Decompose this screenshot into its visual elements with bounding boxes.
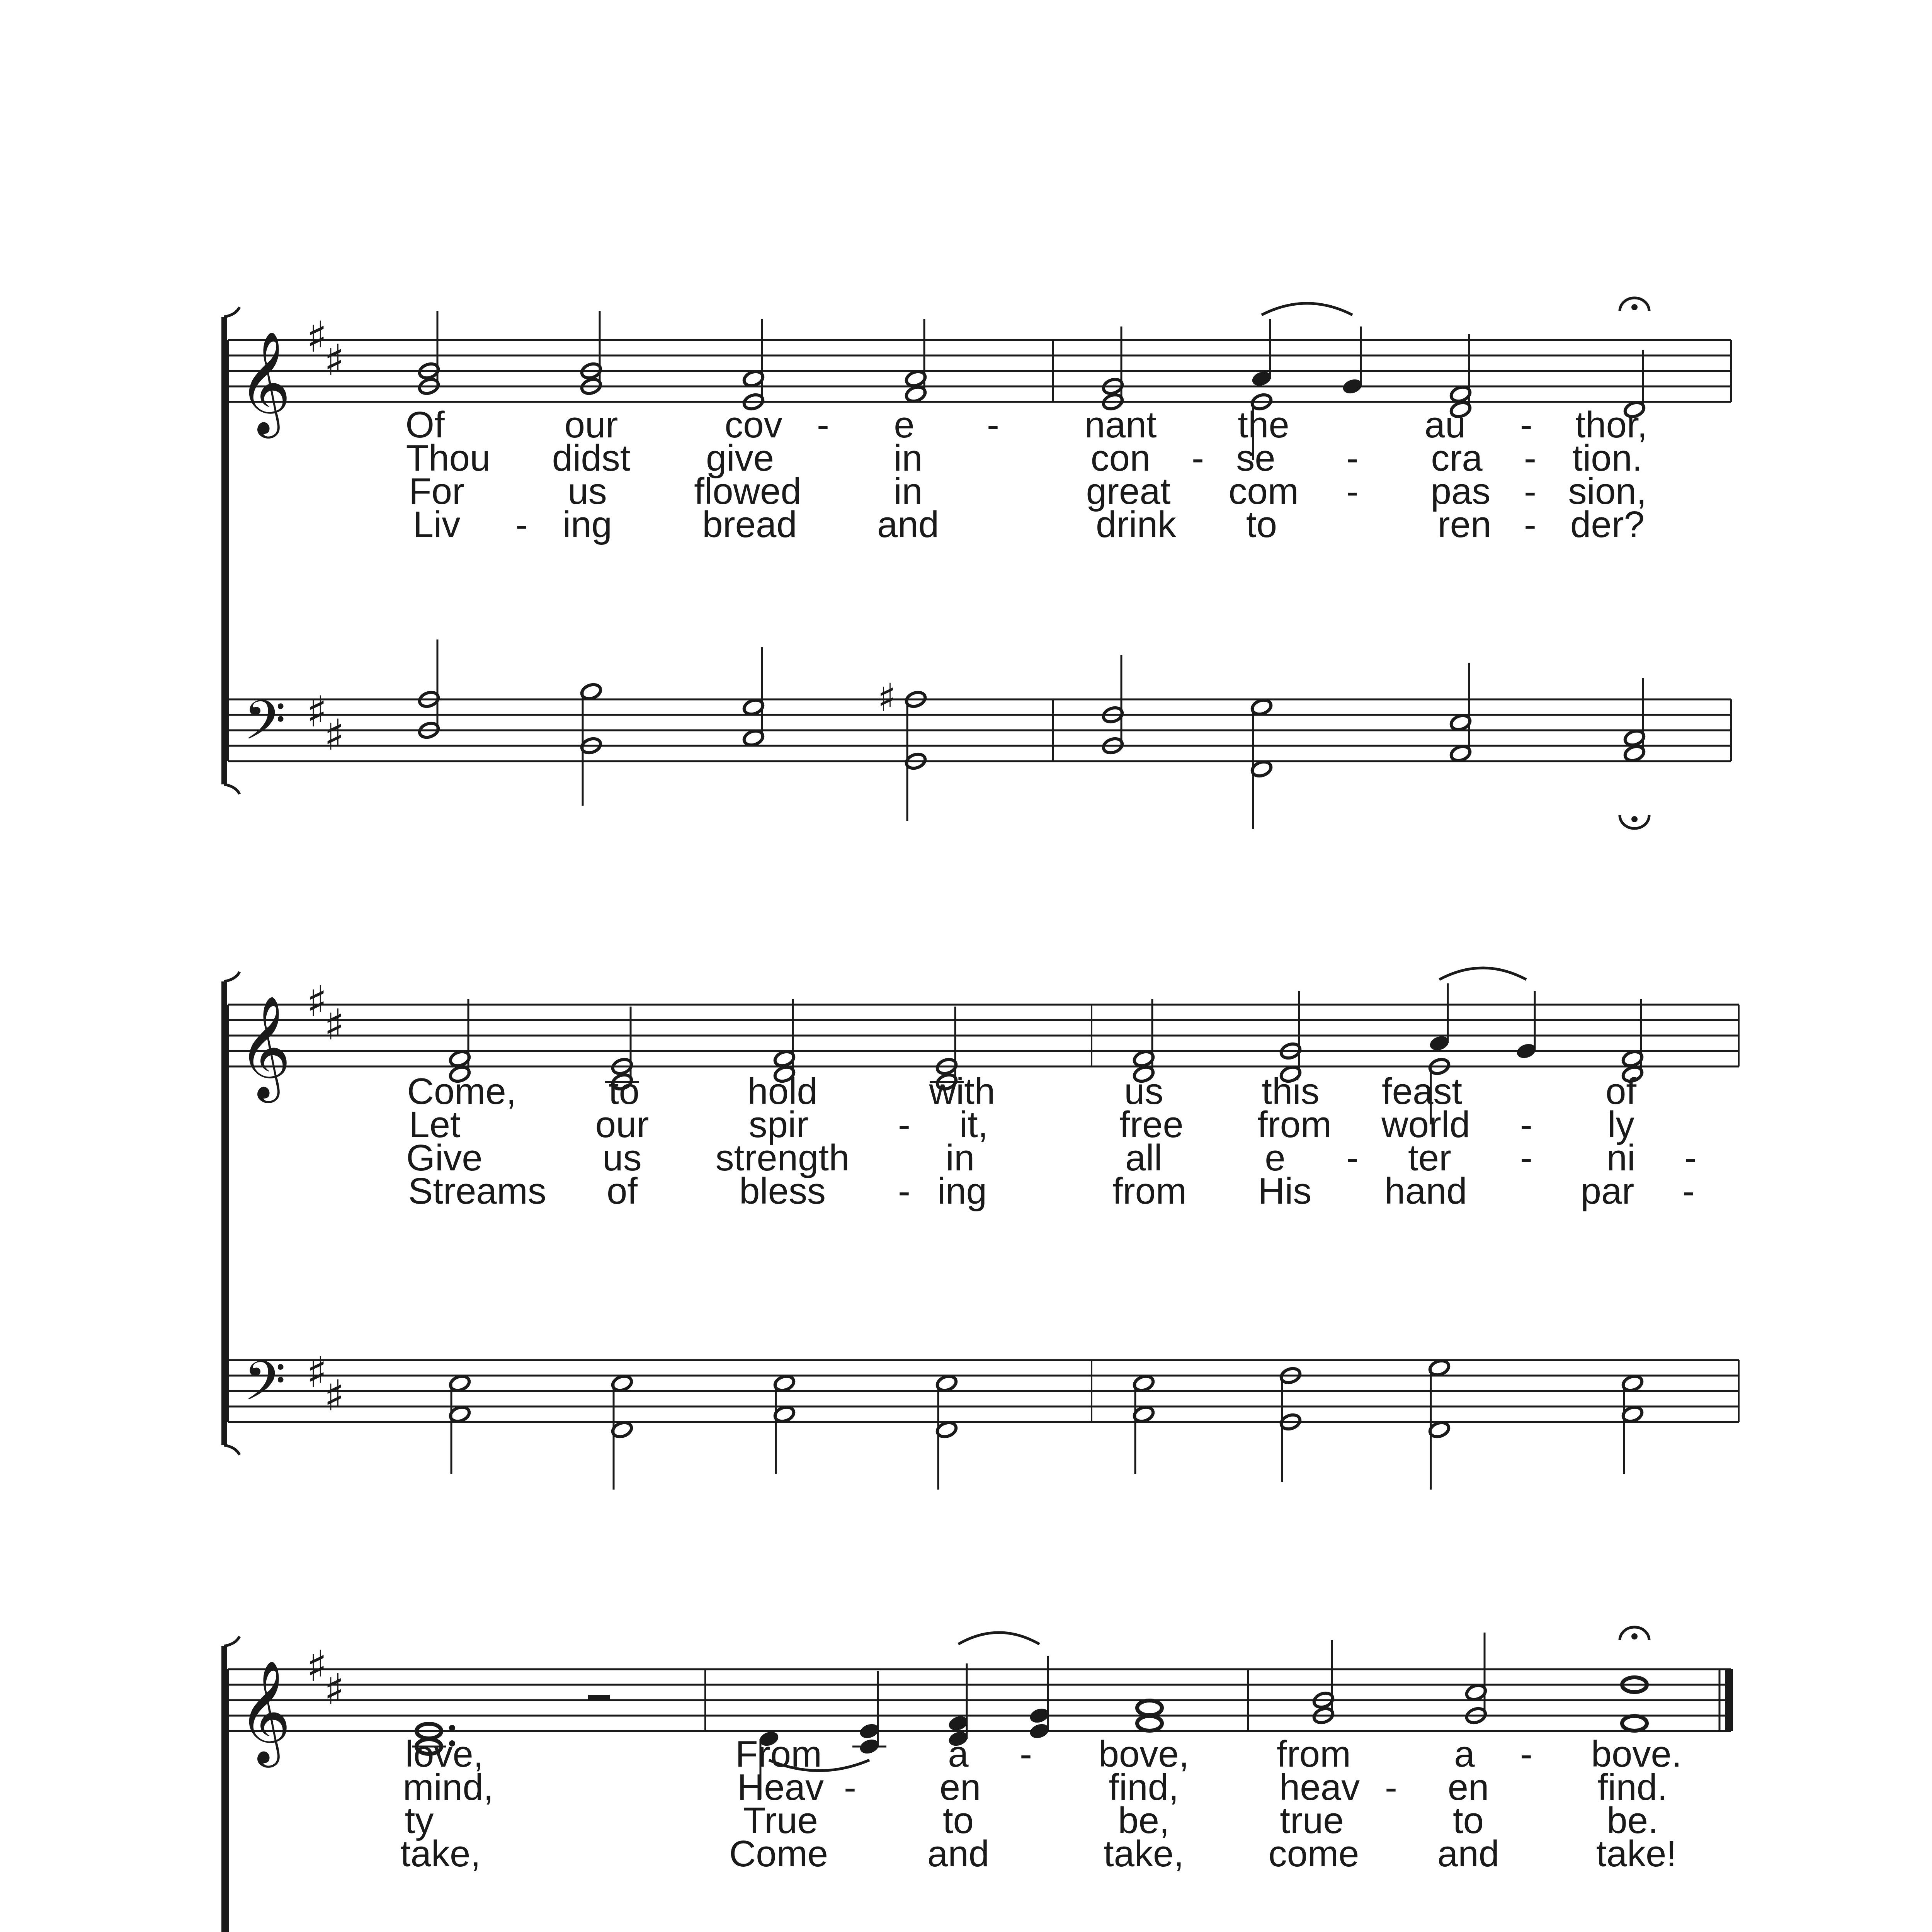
lyric-syllable: free bbox=[1119, 1104, 1184, 1145]
lyric-syllable: au bbox=[1424, 404, 1466, 446]
syllable-hyphen: - bbox=[1524, 437, 1536, 479]
lyric-syllable: and bbox=[1437, 1833, 1500, 1874]
lyric-syllable: of bbox=[1605, 1071, 1637, 1112]
syllable-hyphen: - bbox=[1520, 1104, 1532, 1145]
lyric-syllable: all bbox=[1125, 1137, 1163, 1179]
lyric-syllable: be. bbox=[1607, 1800, 1658, 1841]
lyric-syllable: drink bbox=[1095, 504, 1177, 545]
lyric-syllable: Streams bbox=[408, 1170, 546, 1212]
lyric-syllable: sion, bbox=[1568, 471, 1647, 512]
lyric-syllable: to bbox=[1452, 1800, 1484, 1841]
lyric-syllable: en bbox=[939, 1767, 981, 1808]
lyric-syllable: bove, bbox=[1098, 1733, 1189, 1775]
fermata-dot bbox=[1631, 304, 1638, 310]
note-head-whole bbox=[1137, 1701, 1162, 1715]
lyric-syllable: True bbox=[743, 1800, 818, 1841]
key-signature-sharp: ♯ bbox=[324, 1000, 345, 1049]
syllable-hyphen: - bbox=[1192, 437, 1204, 479]
lyric-syllable: didst bbox=[552, 437, 631, 479]
lyric-syllable: world bbox=[1381, 1104, 1470, 1145]
key-signature-sharp: ♯ bbox=[306, 312, 327, 362]
lyric-syllable: to bbox=[1246, 504, 1277, 545]
treble-clef-icon: 𝄞 bbox=[238, 1660, 291, 1763]
key-signature-sharp: ♯ bbox=[324, 710, 345, 760]
lyric-syllable: thor, bbox=[1575, 404, 1648, 446]
lyric-syllable: ni bbox=[1606, 1137, 1636, 1179]
lyric-syllable: ing bbox=[937, 1170, 987, 1212]
note-head-whole bbox=[1137, 1716, 1162, 1731]
lyric-syllable: mind, bbox=[403, 1767, 494, 1808]
lyric-syllable: take! bbox=[1596, 1833, 1677, 1874]
lyric-syllable: cra bbox=[1431, 437, 1483, 479]
lyric-syllable: For bbox=[409, 471, 464, 512]
lyric-syllable: in bbox=[893, 437, 923, 479]
lyric-syllable: to bbox=[942, 1800, 974, 1841]
fermata-dot bbox=[1631, 1633, 1638, 1639]
syllable-hyphen: - bbox=[1682, 1170, 1695, 1212]
slur bbox=[1262, 303, 1352, 315]
lyric-syllable: hold bbox=[747, 1071, 818, 1112]
lyric-syllable: se bbox=[1236, 437, 1276, 479]
lyric-syllable: in bbox=[946, 1137, 975, 1179]
bracket-cap bbox=[224, 784, 240, 794]
lyric-syllable: us bbox=[602, 1137, 642, 1179]
syllable-hyphen: - bbox=[987, 404, 999, 446]
lyric-syllable: Let bbox=[409, 1104, 461, 1145]
final-barline-thick bbox=[1725, 1669, 1733, 1731]
treble-clef-icon: 𝄞 bbox=[238, 331, 291, 434]
lyric-syllable: take, bbox=[400, 1833, 481, 1874]
syllable-hyphen: - bbox=[898, 1104, 910, 1145]
lyric-syllable: bove. bbox=[1591, 1733, 1682, 1775]
key-signature-sharp: ♯ bbox=[324, 1371, 345, 1420]
lyric-syllable: our bbox=[564, 404, 618, 446]
syllable-hyphen: - bbox=[1020, 1733, 1032, 1775]
key-signature-sharp: ♯ bbox=[306, 977, 327, 1026]
lyric-syllable: and bbox=[877, 504, 939, 545]
lyric-line-verse-4 bbox=[0, 1833, 1932, 1874]
augmentation-dot bbox=[449, 1725, 455, 1731]
lyric-syllable: hand bbox=[1384, 1170, 1467, 1212]
bass-clef-icon: 𝄢 bbox=[243, 1350, 286, 1426]
syllable-hyphen: - bbox=[1520, 1733, 1532, 1775]
syllable-hyphen: - bbox=[1524, 471, 1536, 512]
key-signature-sharp: ♯ bbox=[306, 687, 327, 736]
slur bbox=[1439, 968, 1526, 980]
lyric-syllable: der? bbox=[1570, 504, 1645, 545]
lyric-line-verse-4 bbox=[0, 1170, 1932, 1212]
lyric-syllable: par bbox=[1580, 1170, 1634, 1212]
lyric-syllable: Heav bbox=[737, 1767, 824, 1808]
lyric-syllable: Give bbox=[406, 1137, 483, 1179]
key-signature-sharp: ♯ bbox=[306, 1641, 327, 1691]
lyric-syllable: ly bbox=[1607, 1104, 1634, 1145]
syllable-hyphen: - bbox=[1524, 504, 1536, 545]
lyric-syllable: us bbox=[568, 471, 607, 512]
lyric-syllable: in bbox=[893, 471, 923, 512]
lyric-syllable: true bbox=[1280, 1800, 1344, 1841]
bracket-cap bbox=[224, 1445, 240, 1455]
lyric-syllable: com bbox=[1228, 471, 1299, 512]
lyric-syllable: a bbox=[948, 1733, 969, 1775]
lyric-syllable: Come, bbox=[407, 1071, 517, 1112]
half-rest bbox=[588, 1695, 610, 1700]
lyric-syllable: to bbox=[608, 1071, 640, 1112]
lyric-syllable: ter bbox=[1408, 1137, 1452, 1179]
syllable-hyphen: - bbox=[1385, 1767, 1397, 1808]
lyric-syllable: tion. bbox=[1572, 437, 1643, 479]
lyric-syllable: Of bbox=[405, 404, 445, 446]
key-signature-sharp: ♯ bbox=[324, 335, 345, 385]
lyric-syllable: en bbox=[1447, 1767, 1489, 1808]
lyric-syllable: be, bbox=[1118, 1800, 1170, 1841]
lyric-syllable: strength bbox=[715, 1137, 850, 1179]
lyric-syllable: from bbox=[1257, 1104, 1332, 1145]
lyric-syllable: from bbox=[1112, 1170, 1187, 1212]
bracket-cap bbox=[224, 972, 240, 981]
treble-clef-icon: 𝄞 bbox=[238, 995, 291, 1099]
lyric-syllable: find. bbox=[1597, 1767, 1668, 1808]
syllable-hyphen: - bbox=[1346, 1137, 1359, 1179]
lyric-syllable: ty bbox=[405, 1800, 434, 1841]
lyric-syllable: spir bbox=[748, 1104, 809, 1145]
lyric-syllable: Liv bbox=[413, 504, 461, 545]
lyric-syllable: give bbox=[706, 437, 774, 479]
lyric-syllable: come bbox=[1268, 1833, 1359, 1874]
lyric-syllable: it, bbox=[959, 1104, 988, 1145]
lyric-syllable: a bbox=[1454, 1733, 1475, 1775]
lyric-syllable: Thou bbox=[406, 437, 491, 479]
lyric-syllable: love, bbox=[405, 1733, 484, 1775]
lyric-syllable: of bbox=[606, 1170, 638, 1212]
lyric-syllable: pas bbox=[1430, 471, 1491, 512]
bass-clef-icon: 𝄢 bbox=[243, 689, 286, 765]
slur bbox=[958, 1633, 1039, 1644]
syllable-hyphen: - bbox=[844, 1767, 856, 1808]
lyric-syllable: this bbox=[1262, 1071, 1320, 1112]
lyric-line-verse-4 bbox=[0, 504, 1932, 545]
lyric-syllable: the bbox=[1238, 404, 1289, 446]
fermata-dot bbox=[1631, 816, 1638, 822]
syllable-hyphen: - bbox=[1346, 471, 1359, 512]
syllable-hyphen: - bbox=[1684, 1137, 1697, 1179]
lyric-syllable: take, bbox=[1103, 1833, 1184, 1874]
lyric-syllable: bread bbox=[702, 504, 797, 545]
syllable-hyphen: - bbox=[1346, 437, 1359, 479]
lyric-syllable: us bbox=[1124, 1071, 1163, 1112]
lyric-syllable: great bbox=[1086, 471, 1171, 512]
bracket-cap bbox=[224, 1636, 240, 1646]
lyric-syllable: and bbox=[927, 1833, 990, 1874]
lyric-syllable: feast bbox=[1381, 1071, 1463, 1112]
lyric-syllable: heav bbox=[1279, 1767, 1360, 1808]
key-signature-sharp: ♯ bbox=[306, 1348, 327, 1397]
syllable-hyphen: - bbox=[1520, 1137, 1532, 1179]
syllable-hyphen: - bbox=[515, 504, 528, 545]
lyric-syllable: our bbox=[595, 1104, 649, 1145]
key-signature-sharp: ♯ bbox=[324, 1665, 345, 1714]
lyric-syllable: flowed bbox=[694, 471, 801, 512]
lyric-syllable: Come bbox=[729, 1833, 828, 1874]
syllable-hyphen: - bbox=[898, 1170, 910, 1212]
syllable-hyphen: - bbox=[817, 404, 829, 446]
note-head-whole bbox=[1622, 1716, 1647, 1731]
lyric-syllable: bless bbox=[739, 1170, 826, 1212]
sharp-accidental: ♯ bbox=[877, 675, 896, 720]
bracket-cap bbox=[224, 307, 240, 317]
lyric-syllable: with bbox=[929, 1071, 995, 1112]
lyric-syllable: ing bbox=[562, 504, 612, 545]
lyric-syllable: cov bbox=[724, 404, 782, 446]
lyric-syllable: His bbox=[1258, 1170, 1312, 1212]
lyric-syllable: find, bbox=[1109, 1767, 1179, 1808]
lyric-syllable: ren bbox=[1437, 504, 1492, 545]
syllable-hyphen: - bbox=[1520, 404, 1532, 446]
lyric-syllable: nant bbox=[1084, 404, 1157, 446]
lyric-syllable: con bbox=[1090, 437, 1151, 479]
lyric-syllable: From bbox=[735, 1733, 822, 1775]
lyric-syllable: e bbox=[894, 404, 915, 446]
lyric-syllable: e bbox=[1265, 1137, 1286, 1179]
lyric-syllable: from bbox=[1277, 1733, 1351, 1775]
